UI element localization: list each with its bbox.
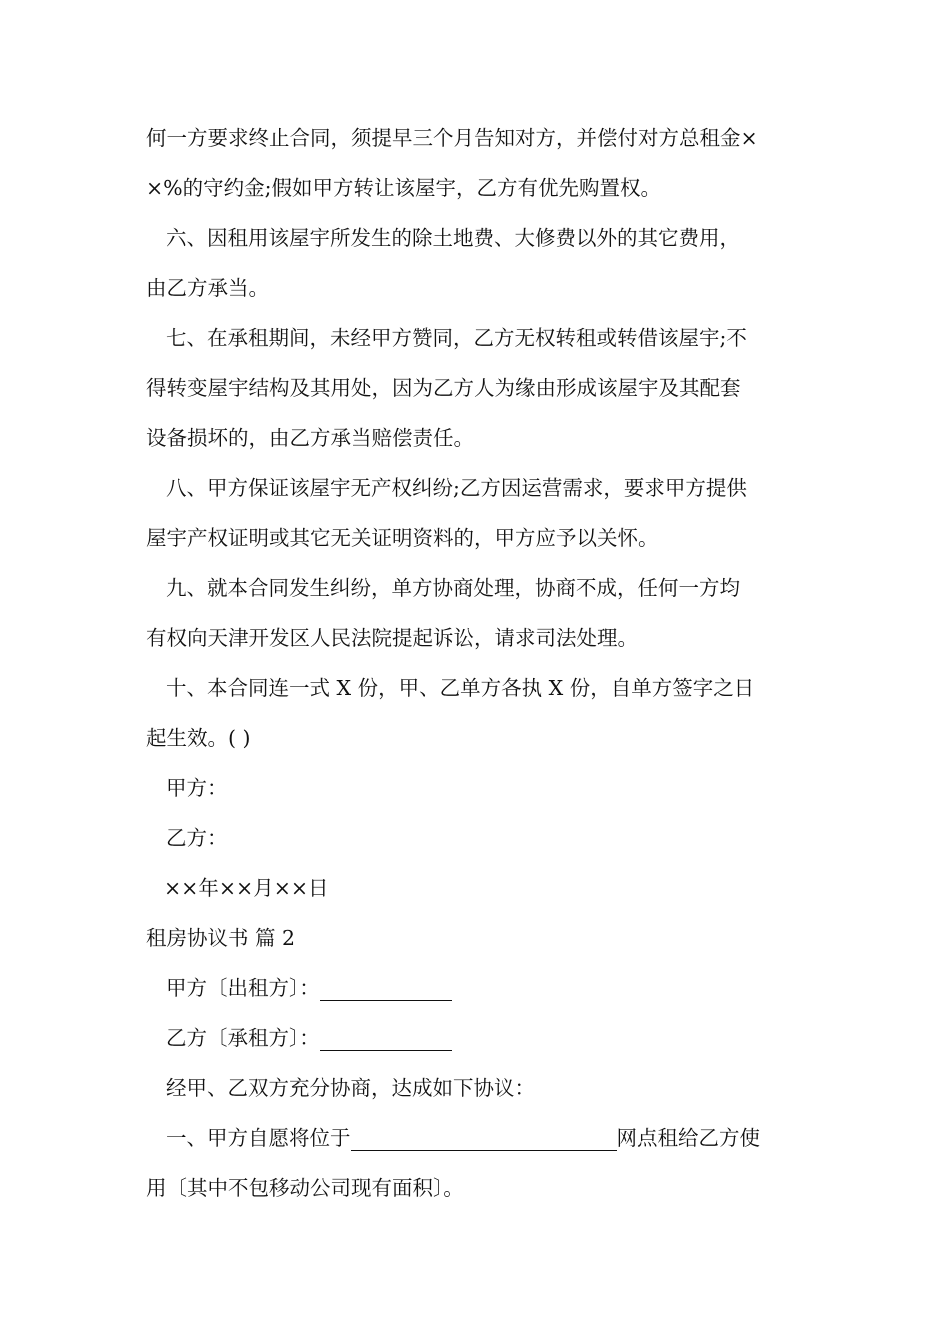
clause-seven-line: 得转变屋宇结构及其用处，因为乙方人为缘由形成该屋宇及其配套 (146, 376, 741, 400)
clause-eight-line: 八、甲方保证该屋宇无产权纠纷;乙方因运营需求，要求甲方提供 (166, 476, 747, 500)
clause-one-line (146, 1126, 811, 1151)
clause-ten-line: 十、本合同连一式 X 份，甲、乙单方各执 X 份，自单方签字之日 (166, 676, 755, 700)
clause-nine-line: 有权向天津开发区人民法院提起诉讼，请求司法处理。 (146, 626, 638, 650)
party-b-signature-label: 乙方： (166, 826, 228, 850)
lessee-label: 乙方〔承租方〕： (166, 1026, 320, 1050)
clause-one-line: 用〔其中不包移动公司现有面积〕。 (146, 1176, 464, 1200)
agreement-intro: 经甲、乙双方充分协商，达成如下协议： (166, 1076, 535, 1100)
party-a-signature-label: 甲方： (166, 776, 228, 800)
paragraph-line: 何一方要求终止合同，须提早三个月告知对方，并偿付对方总租金× (146, 126, 758, 150)
clause-one-suffix: 网点租给乙方使 (616, 1126, 760, 1150)
location-blank[interactable] (351, 1128, 617, 1151)
clause-ten-line: 起生效。( ) (146, 726, 251, 750)
lessee-field (146, 1026, 811, 1051)
lessor-label: 甲方〔出租方〕： (166, 976, 320, 1000)
lessor-field (146, 976, 811, 1001)
clause-nine-line: 九、就本合同发生纠纷，单方协商处理，协商不成，任何一方均 (166, 576, 740, 600)
paragraph-line: ×%的守约金;假如甲方转让该屋宇，乙方有优先购置权。 (146, 176, 662, 200)
clause-six-line: 六、因租用该屋宇所发生的除土地费、大修费以外的其它费用， (166, 226, 740, 250)
clause-seven-line: 七、在承租期间，未经甲方赞同，乙方无权转租或转借该屋宇;不 (166, 326, 747, 350)
lessee-blank[interactable] (320, 1028, 452, 1051)
clause-one-prefix: 一、甲方自愿将位于 (166, 1126, 351, 1150)
lessor-blank[interactable] (320, 978, 452, 1001)
document-page (146, 126, 811, 1201)
clause-six-line: 由乙方承当。 (146, 276, 269, 300)
section-heading: 租房协议书 篇 2 (146, 926, 296, 950)
signing-date: ××年××月××日 (164, 876, 329, 900)
clause-eight-line: 屋宇产权证明或其它无关证明资料的，甲方应予以关怀。 (146, 526, 659, 550)
clause-seven-line: 设备损坏的，由乙方承当赔偿责任。 (146, 426, 474, 450)
